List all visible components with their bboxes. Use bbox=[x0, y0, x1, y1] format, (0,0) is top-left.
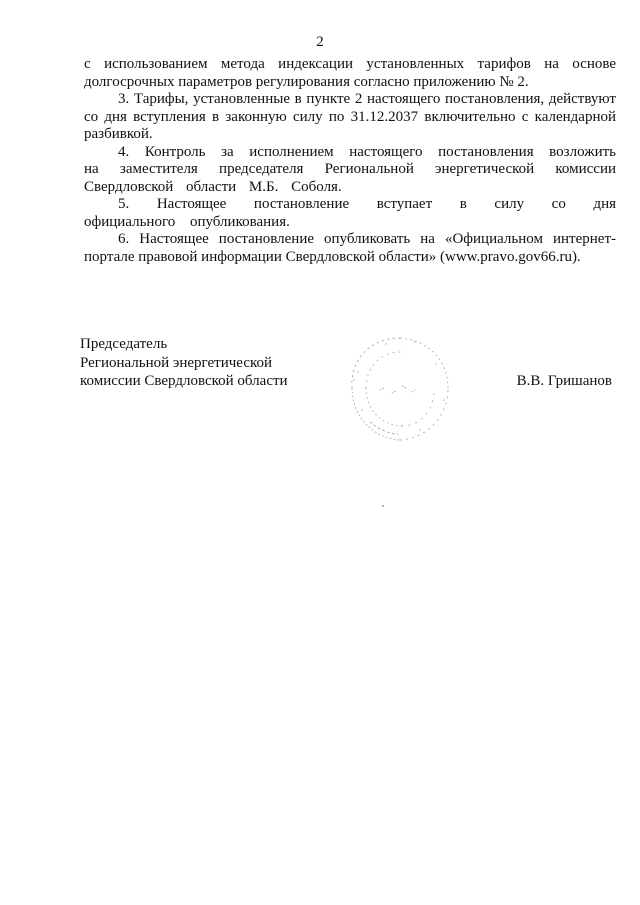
signature-position bbox=[80, 335, 288, 391]
scan-speck bbox=[382, 505, 384, 507]
page-number: 2 bbox=[316, 34, 324, 50]
paragraph-4: 4. Контроль за исполнением настоящего постановления возложить на заместителя председателя Региональной энергетической комиссии Свердловской области М.Б. Соболя. bbox=[84, 143, 616, 195]
paragraph-5: 5. Настоящее постановление вступает в силу со дня официального опубликования. bbox=[84, 196, 616, 230]
position-line-3: комиссии Свердловской области bbox=[80, 373, 288, 389]
signer-name: В.В. Гришанов bbox=[516, 373, 612, 389]
paragraph-3: 3. Тарифы, установленные в пункте 2 настоящего постановления, действуют со дня вступления в законную силу по 31.12.2037 включительно с календарной разбивкой. bbox=[84, 91, 616, 142]
paragraph-6: 6. Настоящее постановление опубликовать на «Официальном интернет-портале правовой информации Свердловской области» (www.pravo.gov66.ru). bbox=[84, 231, 616, 265]
position-line-1: Председатель bbox=[80, 336, 168, 352]
paragraph-continuation: с использованием метода индексации установленных тарифов на основе долгосрочных параметров регулирования согласно приложению № 2. bbox=[84, 56, 616, 90]
document-body bbox=[84, 56, 616, 266]
position-line-2: Региональной энергетической bbox=[80, 354, 273, 371]
faded-seal-stamp bbox=[340, 330, 460, 448]
